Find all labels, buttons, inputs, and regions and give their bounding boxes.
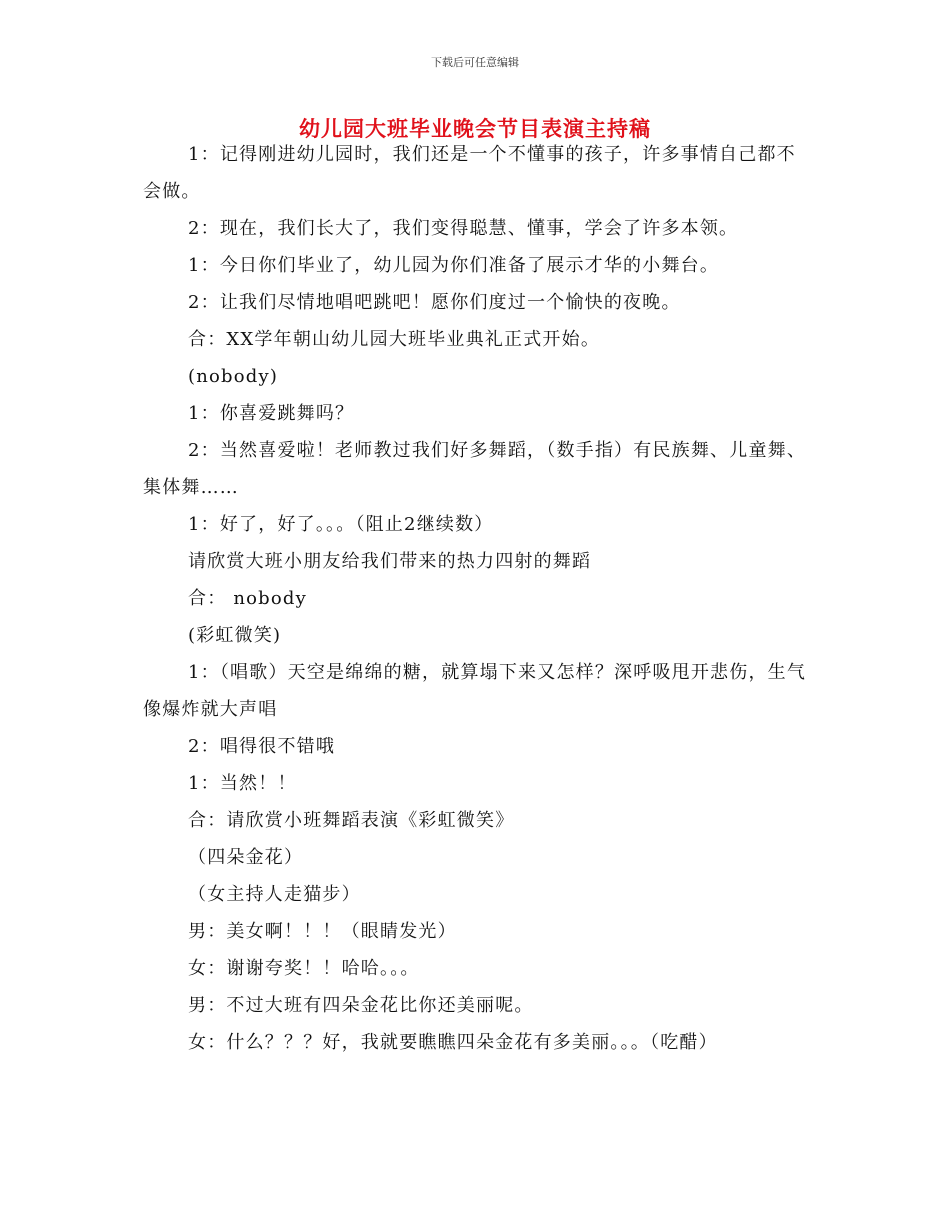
document-title: 幼儿园大班毕业晚会节目表演主持稿 <box>299 116 651 141</box>
paragraph: 1：当然！！ <box>188 773 297 794</box>
paragraph: 女：谢谢夸奖！！哈哈。。。 <box>188 958 420 979</box>
paragraph: 女：什么？？？好，我就要瞧瞧四朵金花有多美丽。。。（吃醋） <box>188 1032 718 1053</box>
paragraph: 2：唱得很不错哦 <box>188 736 336 757</box>
paragraph: 1：记得刚进幼儿园时，我们还是一个不懂事的孩子，许多事情自己都不会做。 <box>143 144 796 202</box>
paragraph: 2：让我们尽情地唱吧跳吧！愿你们度过一个愉快的夜晚。 <box>188 292 681 313</box>
paragraph: （女主持人走猫步） <box>188 884 361 905</box>
paragraph: 请欣赏大班小朋友给我们带来的热力四射的舞蹈 <box>188 551 592 572</box>
paragraph: 合： nobody <box>188 588 308 609</box>
paragraph: (nobody) <box>188 366 279 387</box>
paragraph: 1：好了，好了。。。（阻止2继续数） <box>188 514 494 535</box>
paragraph: 1：你喜爱跳舞吗？ <box>188 403 355 424</box>
paragraph: 1：（唱歌）天空是绵绵的糖，就算塌下来又怎样？深呼吸甩开悲伤，生气像爆炸就大声唱 <box>143 662 807 720</box>
paragraph: 2：当然喜爱啦！老师教过我们好多舞蹈，（数手指）有民族舞、儿童舞、集体舞…… <box>143 440 807 498</box>
paragraph: （四朵金花） <box>188 847 304 868</box>
paragraph: (彩虹微笑) <box>188 625 282 646</box>
paragraph: 1：今日你们毕业了，幼儿园为你们准备了展示才华的小舞台。 <box>188 255 720 276</box>
document-body <box>143 136 808 1061</box>
paragraph: 合：请欣赏小班舞蹈表演《彩虹微笑》 <box>188 810 515 831</box>
paragraph: 2：现在，我们长大了，我们变得聪慧、懂事，学会了许多本领。 <box>188 218 739 239</box>
paragraph: 男：不过大班有四朵金花比你还美丽呢。 <box>188 995 534 1016</box>
page-header: 下载后可任意编辑 <box>431 56 519 69</box>
paragraph: 男：美女啊！！！（眼睛发光） <box>188 921 457 942</box>
paragraph: 合：XX学年朝山幼儿园大班毕业典礼正式开始。 <box>188 329 601 350</box>
